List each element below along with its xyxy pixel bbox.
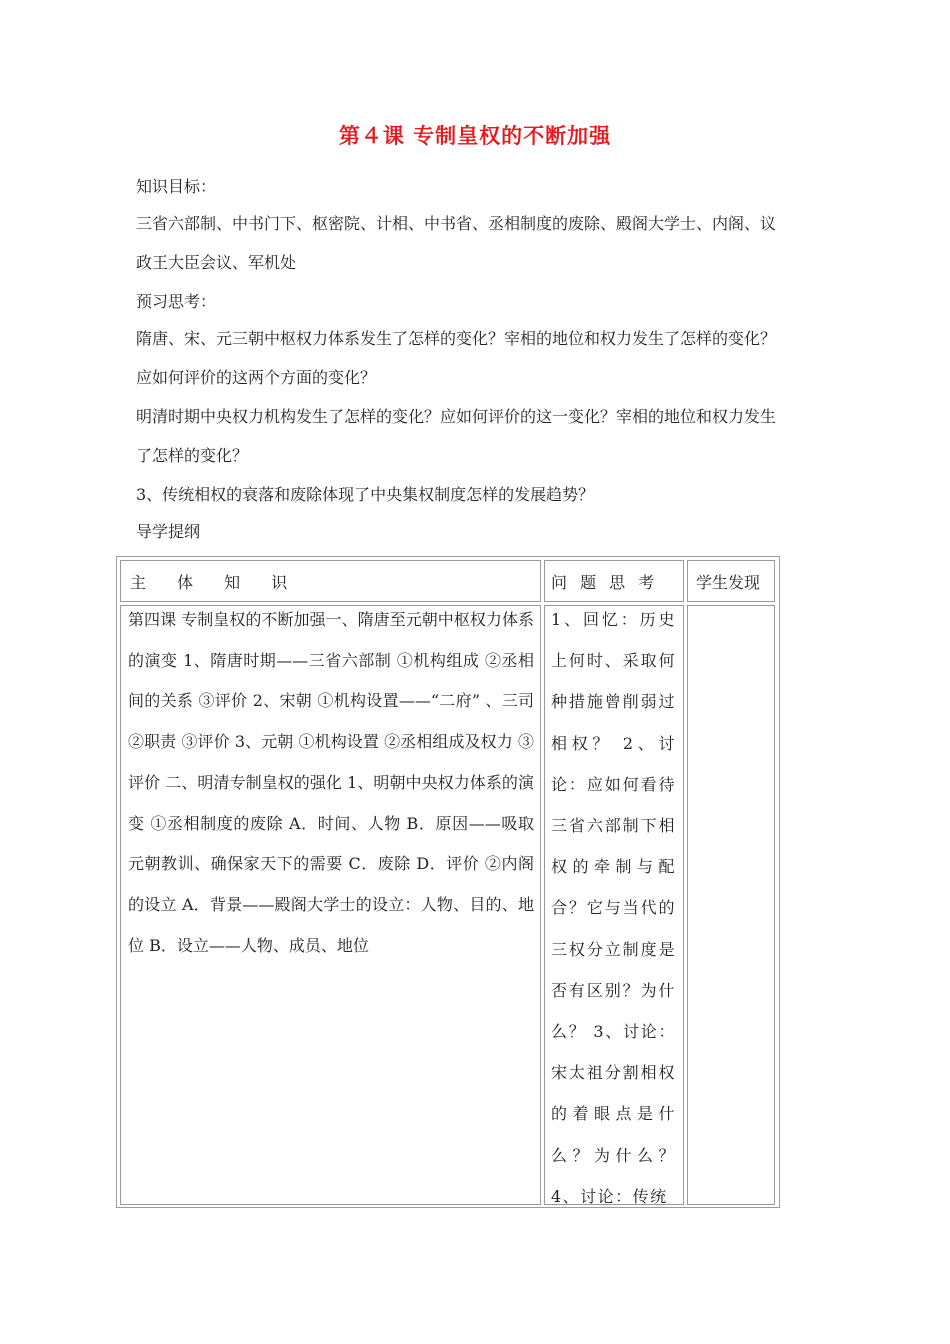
header-cell-student-findings (687, 560, 775, 602)
header-cell-questions (544, 560, 684, 602)
knowledge-goals-line: 政王大臣会议、军机处 (136, 253, 297, 272)
header-cell-main-knowledge (120, 560, 541, 602)
preview-thinking-label: 预习思考： (136, 292, 217, 311)
question-line: 3、传统相权的衰落和废除体现了中央集权制度怎样的发展趋势？ (136, 485, 595, 504)
study-outline-table (116, 556, 780, 1208)
question-line: 隋唐、宋、元三朝中枢权力体系发生了怎样的变化？宰相的地位和权力发生了怎样的变化？ (136, 329, 777, 348)
header-label: 学生发现 (696, 573, 761, 592)
questions-text: 1、回忆：历史上何时、采取何种措施曾削弱过相权？ 2、讨论：应如何看待三省六部制下相权的牵制与配合？它与当代的三权分立制度是否有区别？为什么？ 3、讨论：宋太祖分割相权的着眼点是什么？为什么？ 4、讨论：传统 (551, 610, 676, 1205)
main-knowledge-text: 第四课 专制皇权的不断加强一、隋唐至元朝中枢权力体系的演变 1、隋唐时期——三省六部制 ①机构组成 ②丞相间的关系 ③评价 2、宋朝 ①机构设置——“二府” 、三司 ②职责 ③评价 3、元朝 ①机构设置 ②丞相组成及权力 ③评价 二、明清专制皇权的强化 1、明朝中央权力体系的演变 ①丞相制度的废除 A．时间、人物 B．原因——吸取元朝教训、确保家天下的需要 C．废除 D．评价 ②内阁的设立 A．背景——殿阁大学士的设立：人物、目的、地位 B．设立——人物、成员、地位 (128, 610, 534, 955)
knowledge-goals-label: 知识目标： (136, 177, 217, 196)
study-outline-label: 导学提纲 (136, 522, 201, 541)
questions-cell (544, 605, 684, 1205)
student-findings-cell (687, 605, 775, 1205)
page-title: 第４课 专制皇权的不断加强 (338, 124, 612, 148)
main-knowledge-cell (120, 605, 541, 1205)
header-label: 问 题 思 考 (551, 573, 659, 592)
question-line: 应如何评价的这两个方面的变化？ (136, 368, 377, 387)
header-label: 主 体 知 识 (130, 573, 301, 592)
knowledge-goals-line: 三省六部制、中书门下、枢密院、计相、中书省、丞相制度的废除、殿阁大学士、内阁、议 (136, 214, 777, 233)
question-line: 了怎样的变化？ (136, 446, 249, 465)
question-line: 明清时期中央权力机构发生了怎样的变化？应如何评价的这一变化？宰相的地位和权力发生 (136, 407, 777, 426)
